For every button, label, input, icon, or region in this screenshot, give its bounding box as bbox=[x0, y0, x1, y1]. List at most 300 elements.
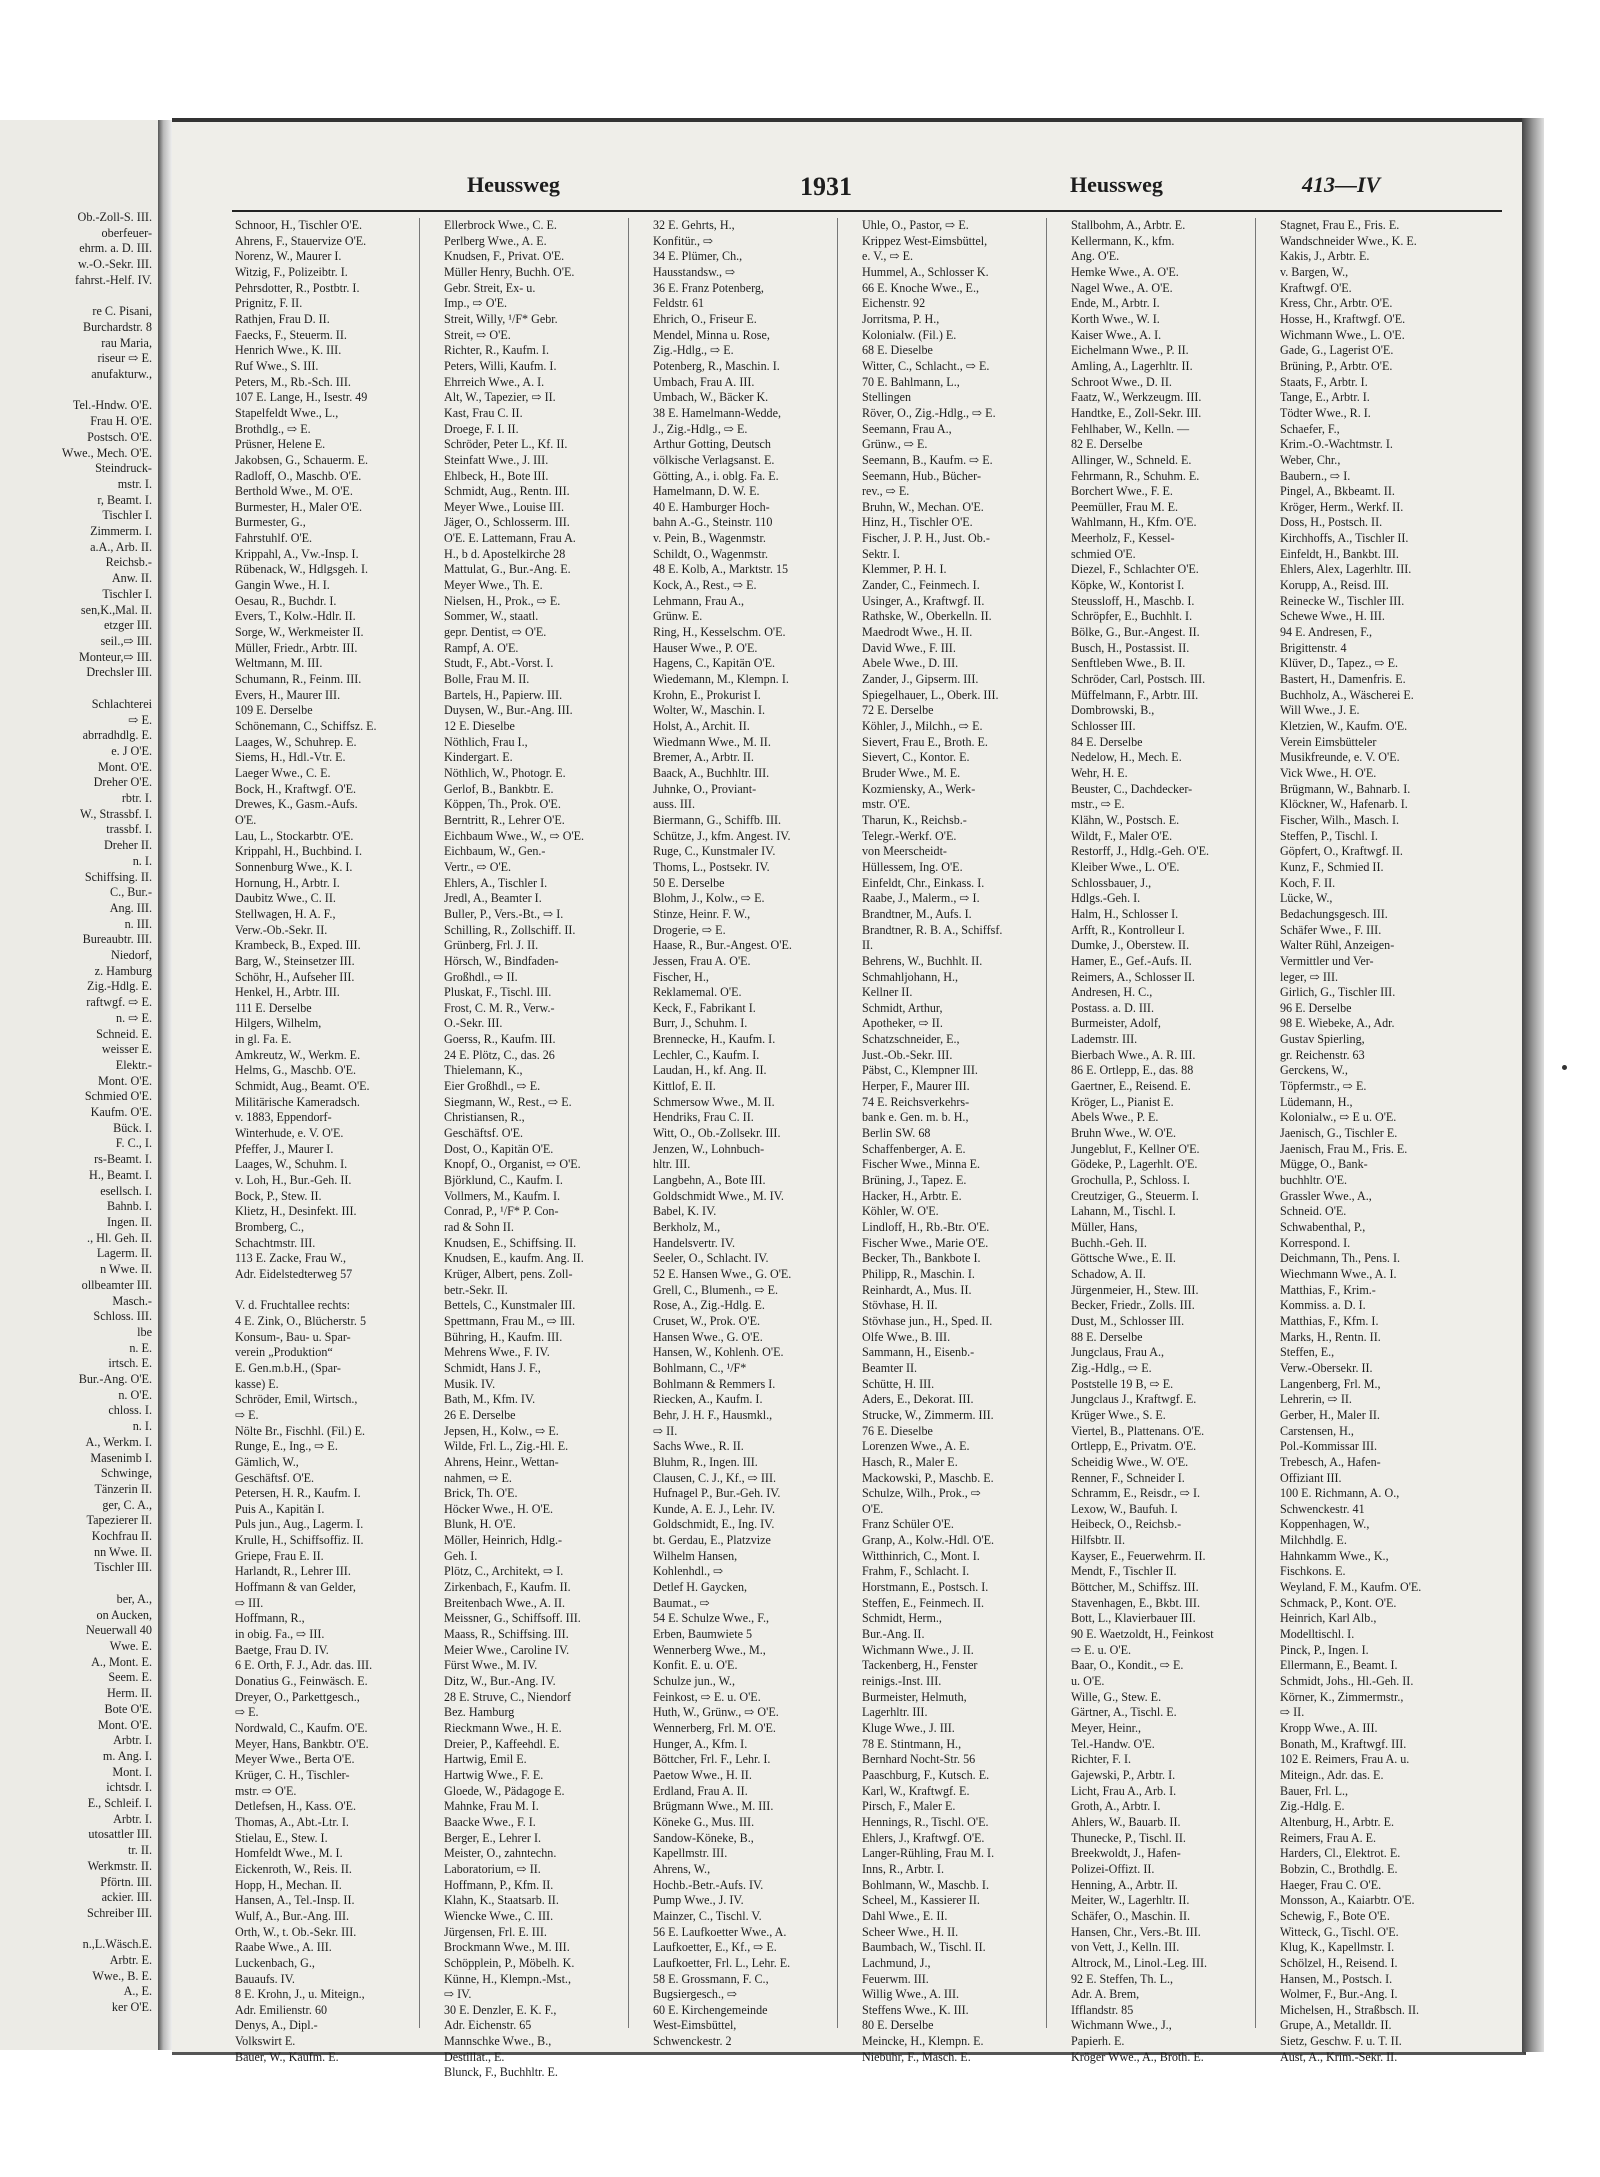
directory-entry: ⇨ E. u. O'E. bbox=[1071, 1642, 1132, 1657]
left-page-entry: A., E. bbox=[123, 1984, 152, 1999]
directory-entry: Kleiber Wwe., L. O'E. bbox=[1071, 859, 1180, 874]
directory-entry: Zirkenbach, F., Kaufm. II. bbox=[444, 1580, 571, 1595]
directory-entry: Kunde, A. E. J., Lehr. IV. bbox=[653, 1501, 776, 1516]
directory-entry: Faatz, W., Werkzeugm. III. bbox=[1071, 390, 1202, 405]
directory-entry: Wolmer, F., Bur.-Ang. I. bbox=[1280, 1987, 1398, 2002]
directory-entry: Grell, C., Blumenh., ⇨ E. bbox=[653, 1282, 779, 1297]
directory-entry: Bohlmann & Remmers I. bbox=[653, 1376, 776, 1391]
directory-entry: Cruset, W., Prok. O'E. bbox=[653, 1313, 760, 1328]
directory-entry: Konfitür., ⇨ bbox=[653, 233, 714, 248]
directory-entry: Evers, T., Kolw.-Hdlr. II. bbox=[235, 609, 356, 624]
directory-entry: Seeler, O., Schlacht. IV. bbox=[653, 1251, 769, 1266]
directory-entry: Nöthlich, W., Photogr. E. bbox=[444, 765, 566, 780]
street-name-right: Heussweg bbox=[1070, 172, 1163, 197]
left-page-entry: Dreher O'E. bbox=[93, 775, 152, 790]
directory-entry: Matthias, F., Kfm. I. bbox=[1280, 1313, 1379, 1328]
directory-entry: Baetge, Frau D. IV. bbox=[235, 1642, 329, 1657]
directory-entry: Müller, Friedr., Arbtr. III. bbox=[235, 640, 358, 655]
directory-entry: Vick Wwe., H. O'E. bbox=[1280, 765, 1377, 780]
left-page-entry: rs-Beamt. I. bbox=[94, 1152, 152, 1167]
left-page-entry: Dreher II. bbox=[103, 838, 152, 853]
directory-entry: 50 E. Derselbe bbox=[653, 875, 725, 890]
directory-entry: Grünw., ⇨ E. bbox=[862, 437, 928, 452]
directory-entry: Hoffmann, R., bbox=[235, 1611, 305, 1626]
directory-entry: Mügge, O., Bank- bbox=[1280, 1157, 1368, 1172]
directory-entry: Bobzin, C., Brothdlg. E. bbox=[1280, 1861, 1398, 1876]
directory-entry: Steussloff, H., Maschb. I. bbox=[1071, 593, 1195, 608]
directory-entry: Heibeck, O., Reichsb.- bbox=[1071, 1517, 1182, 1532]
directory-entry: Steffen, E., bbox=[1280, 1345, 1335, 1360]
directory-entry: Grochulla, P., Schloss. I. bbox=[1071, 1173, 1190, 1188]
left-page-entry: Schmied O'E. bbox=[84, 1089, 152, 1104]
directory-entry: Ditz, W., Bur.-Ang. IV. bbox=[444, 1674, 556, 1689]
directory-entry: Brandtner, R. B. A., Schiffsf. bbox=[862, 922, 1003, 937]
directory-entry: Burmeister, Helmuth, bbox=[862, 1689, 967, 1704]
directory-entry: Jürgenmeier, H., Stew. III. bbox=[1071, 1282, 1199, 1297]
directory-entry: Koppenhagen, W., bbox=[1280, 1517, 1370, 1532]
directory-entry: Thomas, A., Abt.-Ltr. I. bbox=[235, 1814, 349, 1829]
directory-entry: Maedrodt Wwe., H. II. bbox=[862, 625, 973, 640]
directory-entry: Buchholz, A., Wäscherei E. bbox=[1280, 687, 1414, 702]
directory-entry: Kayser, E., Feuerwehrm. II. bbox=[1071, 1548, 1206, 1563]
directory-entry: Meister, O., zahntechn. bbox=[444, 1846, 557, 1861]
directory-entry: Gerlof, B., Bankbtr. E. bbox=[444, 781, 554, 796]
directory-entry: Feuerwm. III. bbox=[862, 1971, 929, 1986]
directory-entry: Laufkoetter, Frl. L., Lehr. E. bbox=[653, 1955, 791, 1970]
directory-entry: Mendt, F., Tischler II. bbox=[1071, 1564, 1177, 1579]
directory-entry: Schlosser III. bbox=[1071, 719, 1136, 733]
directory-entry: Sietz, Geschw. F. u. T. II. bbox=[1280, 2034, 1402, 2049]
directory-entry: Scheel, M., Kassierer II. bbox=[862, 1893, 980, 1908]
directory-entry: Baubern., ⇨ I. bbox=[1280, 468, 1351, 483]
directory-entry: Knudsen, E., Schiffsing. II. bbox=[444, 1235, 577, 1250]
directory-entry: Ehlers, J., Kraftwgf. O'E. bbox=[862, 1830, 985, 1845]
directory-entry: Goerss, R., Kaufm. III. bbox=[444, 1032, 556, 1047]
directory-entry: Sektr. I. bbox=[862, 546, 900, 561]
directory-entry: Schnoor, H., Tischler O'E. bbox=[235, 218, 363, 232]
directory-entry: Drogerie, ⇨ E. bbox=[653, 922, 726, 937]
left-page-entry: Schneid. E. bbox=[96, 1026, 152, 1041]
directory-entry: Körner, K., Zimmermstr., bbox=[1280, 1689, 1404, 1704]
directory-entry: Vertr., ⇨ O'E. bbox=[444, 859, 512, 874]
directory-entry: Droege, F. I. II. bbox=[444, 421, 519, 436]
directory-entry: Matthias, F., Krim.- bbox=[1280, 1282, 1376, 1297]
directory-entry: Stellingen bbox=[862, 390, 912, 405]
directory-entry: Schönemann, C., Schiffsz. E. bbox=[235, 719, 377, 733]
directory-entry: Böttcher, M., Schiffsz. III. bbox=[1071, 1580, 1199, 1595]
directory-entry: Nedelow, H., Mech. E. bbox=[1071, 750, 1182, 765]
directory-entry: Peters, M., Rb.-Sch. III. bbox=[235, 374, 351, 389]
directory-entry: Eier Großhdl., ⇨ E. bbox=[444, 1079, 541, 1094]
directory-entry: kasse) E. bbox=[235, 1376, 279, 1391]
left-page-entry: n. E. bbox=[129, 1340, 152, 1355]
directory-entry: 72 E. Derselbe bbox=[862, 703, 934, 718]
directory-entry: Altrock, M., Linol.-Leg. III. bbox=[1071, 1955, 1208, 1970]
directory-entry: Bohlmann, C., ¹/F* bbox=[653, 1360, 747, 1375]
directory-entry: Apotheker, ⇨ II. bbox=[862, 1016, 943, 1031]
left-page-entry: Herm. II. bbox=[106, 1686, 152, 1701]
directory-entry: Hasch, R., Maler E. bbox=[862, 1454, 958, 1469]
directory-entry: Reklamemal. O'E. bbox=[653, 985, 742, 1000]
directory-entry: 111 E. Derselbe bbox=[235, 1000, 312, 1015]
directory-entry: Renner, F., Schneider I. bbox=[1071, 1470, 1185, 1485]
directory-entry: Ahrens, F., Stauervize O'E. bbox=[235, 233, 367, 248]
directory-entry: Vollmers, M., Kaufm. I. bbox=[444, 1188, 560, 1203]
directory-entry: 96 E. Derselbe bbox=[1280, 1000, 1352, 1015]
directory-entry: Papierh. E. bbox=[1071, 2034, 1125, 2049]
directory-entry: auss. III. bbox=[653, 797, 695, 812]
directory-entry: Kraftwgf. O'E. bbox=[1280, 280, 1352, 295]
directory-entry: Hausstandsw., ⇨ bbox=[653, 264, 736, 279]
left-page-entry: Bahnb. I. bbox=[106, 1199, 152, 1214]
directory-entry: Brüning, J., Tapez. E. bbox=[862, 1173, 967, 1188]
directory-page bbox=[172, 118, 1526, 2080]
directory-entry: Offiziant III. bbox=[1280, 1470, 1342, 1485]
directory-entry: Meyer Wwe., Berta O'E. bbox=[235, 1752, 355, 1767]
directory-entry: hltr. III. bbox=[653, 1157, 691, 1172]
directory-entry: 98 E. Wiebeke, A., Adr. bbox=[1280, 1016, 1395, 1031]
directory-entry: leger, ⇨ III. bbox=[1280, 969, 1338, 984]
directory-entry: Wehr, H. E. bbox=[1071, 765, 1128, 780]
directory-entry: Bonath, M., Kraftwgf. III. bbox=[1280, 1736, 1407, 1751]
directory-entry: 102 E. Reimers, Frau A. u. bbox=[1280, 1752, 1410, 1767]
directory-entry: Böttcher, Frl. F., Lehr. I. bbox=[653, 1752, 771, 1767]
directory-entry: Hemke Wwe., A. O'E. bbox=[1071, 264, 1179, 279]
left-page-entry: H., Beamt. I. bbox=[89, 1167, 152, 1182]
directory-entry: Thoms, L., Postsekr. IV. bbox=[653, 859, 770, 874]
directory-entry: Fischer, H., bbox=[653, 969, 709, 984]
directory-entry: Creutziger, G., Steuerm. I. bbox=[1071, 1188, 1199, 1203]
directory-entry: Tel.-Handw. O'E. bbox=[1071, 1736, 1155, 1751]
directory-entry: Hansen, M., Postsch. I. bbox=[1280, 1971, 1393, 1986]
left-page-entry bbox=[62, 681, 152, 697]
directory-entry: Kletzien, W., Kaufm. O'E. bbox=[1280, 719, 1408, 733]
directory-entry: Riecken, A., Kaufm. I. bbox=[653, 1392, 763, 1407]
directory-entry: Hennings, R., Tischl. O'E. bbox=[862, 1814, 989, 1829]
left-page-entry: Drechsler III. bbox=[86, 665, 152, 680]
directory-entry: Reimers, A., Schlosser II. bbox=[1071, 969, 1195, 984]
directory-entry: Steffens Wwe., K. III. bbox=[862, 2002, 969, 2017]
directory-entry: Haase, R., Bur.-Angest. O'E. bbox=[653, 938, 792, 953]
directory-entry: 80 E. Derselbe bbox=[862, 2018, 934, 2033]
directory-entry: Gajewski, P., Arbtr. I. bbox=[1071, 1767, 1176, 1782]
directory-entry: Breitenbach Wwe., A. II. bbox=[444, 1595, 566, 1610]
directory-entry: Drewes, K., Gasm.-Aufs. bbox=[235, 797, 358, 812]
directory-entry: Fischkons. E. bbox=[1280, 1564, 1346, 1579]
directory-entry: Klahn, K., Staatsarb. II. bbox=[444, 1893, 559, 1908]
directory-entry: Schmersow Wwe., M. II. bbox=[653, 1094, 775, 1109]
directory-entry: Stagnet, Frau E., Fris. E. bbox=[1280, 218, 1400, 232]
directory-entry: Zander, J., Gipserm. III. bbox=[862, 672, 979, 687]
directory-entry: Bauaufs. IV. bbox=[235, 1971, 295, 1986]
directory-entry: Mannschke Wwe., B., bbox=[444, 2034, 552, 2049]
directory-entry: v. Pein, B., Wagenmstr. bbox=[653, 531, 766, 546]
directory-entry: Altenburg, H., Arbtr. E. bbox=[1280, 1814, 1394, 1829]
directory-entry: Pinck, P., Ingen. I. bbox=[1280, 1642, 1369, 1657]
directory-entry: Müller, Hans, bbox=[1071, 1220, 1138, 1234]
directory-entry: Wiedmann Wwe., M. II. bbox=[653, 734, 771, 749]
directory-entry: Andresen, H. C., bbox=[1071, 985, 1153, 1000]
scan-speck bbox=[1562, 1065, 1567, 1070]
directory-entry: Pluskat, F., Tischl. III. bbox=[444, 985, 552, 1000]
left-page-entry: Frau H. O'E. bbox=[90, 414, 152, 429]
directory-entry: Krambeck, B., Exped. III. bbox=[235, 938, 361, 953]
directory-entry: Krulle, H., Schiffsoffiz. II. bbox=[235, 1533, 364, 1548]
directory-entry: Maass, R., Schiffsing. III. bbox=[444, 1627, 569, 1642]
directory-entry: Doss, H., Postsch. II. bbox=[1280, 515, 1383, 530]
directory-entry: Hoffmann, P., Kfm. II. bbox=[444, 1877, 554, 1892]
directory-entry: Hinz, H., Tischler O'E. bbox=[862, 515, 973, 530]
directory-entry: Klüver, D., Tapez., ⇨ E. bbox=[1280, 656, 1399, 671]
directory-entry: Krippahl, H., Buchbind. I. bbox=[235, 844, 362, 859]
directory-entry: Breekwoldt, J., Hafen- bbox=[1071, 1846, 1181, 1861]
directory-entry: 34 E. Plümer, Ch., bbox=[653, 249, 743, 264]
directory-column-1 bbox=[232, 218, 420, 2064]
directory-entry: Möller, Heinrich, Hdlg.- bbox=[444, 1533, 563, 1548]
left-page-entry: Bote O'E. bbox=[104, 1701, 152, 1716]
directory-entry: v. Bargen, W., bbox=[1280, 264, 1349, 279]
left-page-entry: Burchardstr. 8 bbox=[82, 319, 152, 334]
left-page-entry: ber, A., bbox=[116, 1591, 152, 1606]
directory-entry: Beuster, C., Dachdecker- bbox=[1071, 781, 1193, 796]
directory-entry: Weltmann, M. III. bbox=[235, 656, 323, 671]
directory-entry: Erben, Baumwiete 5 bbox=[653, 1627, 753, 1642]
directory-entry: Paetow Wwe., H. II. bbox=[653, 1767, 752, 1782]
directory-entry: Puls jun., Aug., Lagerm. I. bbox=[235, 1517, 364, 1532]
directory-entry: Mehrens Wwe., F. IV. bbox=[444, 1345, 550, 1360]
left-page-entry: Neuerwall 40 bbox=[86, 1623, 152, 1638]
directory-entry: Gangin Wwe., H. I. bbox=[235, 578, 330, 593]
directory-entry: Keck, F., Fabrikant I. bbox=[653, 1000, 756, 1015]
directory-entry: 109 E. Derselbe bbox=[235, 703, 313, 718]
directory-entry: Hosse, H., Kraftwgf. O'E. bbox=[1280, 311, 1406, 326]
directory-entry: Dahl Wwe., E. II. bbox=[862, 1908, 948, 1923]
directory-entry: Ahlers, W., Bauarb. II. bbox=[1071, 1814, 1181, 1829]
directory-entry: 52 E. Hansen Wwe., G. O'E. bbox=[653, 1266, 792, 1281]
directory-entry: Postass. a. D. III. bbox=[1071, 1000, 1154, 1015]
left-page-entry: Bureaubtr. III. bbox=[82, 932, 152, 947]
directory-entry: Einfeldt, H., Bankbt. III. bbox=[1280, 546, 1399, 561]
directory-entry: Björklund, C., Kaufm. I. bbox=[444, 1173, 563, 1188]
directory-entry: schmied O'E. bbox=[1071, 546, 1136, 561]
directory-entry: Korupp, A., Reisd. III. bbox=[1280, 578, 1389, 593]
directory-entry: Sandow-Köneke, B., bbox=[653, 1830, 754, 1845]
directory-entry: Fürst Wwe., M. IV. bbox=[444, 1658, 538, 1673]
directory-entry: Schachtmstr. III. bbox=[235, 1235, 316, 1250]
directory-entry: Reimers, Frau A. E. bbox=[1280, 1830, 1377, 1845]
directory-entry: Paaschburg, F., Kutsch. E. bbox=[862, 1767, 990, 1782]
directory-entry: Nordwald, C., Kaufm. O'E. bbox=[235, 1721, 368, 1735]
directory-entry: Kröger Wwe., A., Broth. E. bbox=[1071, 2049, 1204, 2064]
directory-entry: Lüdemann, H., bbox=[1280, 1094, 1353, 1109]
directory-entry: von Meerscheidt- bbox=[862, 844, 947, 859]
directory-entry: Bolle, Frau M. II. bbox=[444, 672, 530, 687]
directory-entry: Meerholz, F., Kessel- bbox=[1071, 531, 1175, 546]
directory-entry: Mackowski, P., Maschb. E. bbox=[862, 1470, 994, 1485]
directory-entry: Norenz, W., Maurer I. bbox=[235, 249, 342, 264]
directory-entry: Plötz, C., Architekt, ⇨ I. bbox=[444, 1564, 564, 1579]
directory-entry: Feldstr. 61 bbox=[653, 296, 705, 311]
directory-entry: Babel, K. IV. bbox=[653, 1204, 717, 1219]
directory-entry: Raabe, J., Malerm., ⇨ I. bbox=[862, 891, 980, 906]
directory-entry: Hdlgs.-Geh. I. bbox=[1071, 891, 1141, 906]
left-page-entry: Zig.-Hdlg. E. bbox=[87, 979, 152, 994]
directory-entry: Witt, O., Ob.-Zollsekr. III. bbox=[653, 1126, 781, 1141]
directory-entry: Steinfatt Wwe., J. III. bbox=[444, 452, 549, 467]
directory-entry: Monsson, A., Kaiarbtr. O'E. bbox=[1280, 1893, 1415, 1908]
directory-entry: Kock, A., Rest., ⇨ E. bbox=[653, 578, 757, 593]
directory-entry: Puis A., Kapitän I. bbox=[235, 1501, 325, 1516]
directory-entry: Orth, W., t. Ob.-Sekr. III. bbox=[235, 1924, 357, 1939]
directory-entry: Höcker Wwe., H. O'E. bbox=[444, 1501, 554, 1516]
directory-entry: Brennecke, H., Kaufm. I. bbox=[653, 1032, 776, 1047]
directory-entry: Rieckmann Wwe., H. E. bbox=[444, 1721, 562, 1735]
left-page-entry: Schloss. III. bbox=[93, 1309, 152, 1324]
directory-entry: Pirsch, F., Maler E. bbox=[862, 1799, 956, 1814]
left-page-entry: esellsch. I. bbox=[100, 1183, 152, 1198]
left-page-entry: Postsch. O'E. bbox=[87, 429, 152, 444]
directory-entry: Ahrens, W., bbox=[653, 1861, 711, 1876]
left-page-entry: E., Schleif. I. bbox=[87, 1796, 152, 1811]
directory-entry: 113 E. Zacke, Frau W., bbox=[235, 1251, 347, 1266]
directory-entry: Becker, Friedr., Zolls. III. bbox=[1071, 1298, 1195, 1313]
directory-entry: Geschäftsf. O'E. bbox=[444, 1126, 524, 1141]
directory-entry: Brüning, P., Arbtr. O'E. bbox=[1280, 358, 1393, 373]
directory-entry: Kozmiensky, A., Werk- bbox=[862, 781, 976, 796]
directory-entry: Tackenberg, H., Fenster bbox=[862, 1658, 978, 1673]
left-page-entry: Kaufm. O'E. bbox=[90, 1105, 152, 1120]
directory-entry: 8 E. Krohn, J., u. Miteign., bbox=[235, 1987, 365, 2002]
left-page-entry: nn Wwe. II. bbox=[94, 1544, 152, 1559]
directory-entry: Hendriks, Frau C. II. bbox=[653, 1110, 754, 1125]
directory-entry: Telegr.-Werkf. O'E. bbox=[862, 828, 957, 843]
directory-entry: Nagel Wwe., A. O'E. bbox=[1071, 280, 1173, 295]
directory-entry: Polizei-Offizt. II. bbox=[1071, 1861, 1155, 1876]
left-facing-page bbox=[0, 120, 161, 2050]
directory-entry: Lehrerin, ⇨ II. bbox=[1280, 1392, 1352, 1407]
directory-entry: Lehmann, Frau A., bbox=[653, 593, 745, 608]
directory-entry: Hauser Wwe., P. O'E. bbox=[653, 640, 758, 655]
directory-entry: Steffen, P., Tischl. I. bbox=[1280, 828, 1378, 843]
directory-entry: Kittlof, E. II. bbox=[653, 1079, 716, 1094]
left-page-entry: lbe bbox=[137, 1324, 152, 1339]
directory-entry: Goldschmidt, E., Ing. IV. bbox=[653, 1517, 775, 1532]
directory-entry: Schmidt, Herm., bbox=[862, 1611, 942, 1626]
directory-entry: Pump Wwe., J. IV. bbox=[653, 1893, 744, 1908]
left-page-entry: Arbtr. I. bbox=[113, 1733, 152, 1748]
directory-entry: Behr, J. H. F., Hausmkl., bbox=[653, 1407, 773, 1422]
directory-entry: Hornung, H., Arbtr. I. bbox=[235, 875, 340, 890]
directory-entry: Fischer, J. P. H., Just. Ob.- bbox=[862, 531, 990, 546]
directory-entry: Krippez West-Eimsbüttel, bbox=[862, 233, 988, 248]
directory-entry: Streit, ⇨ O'E. bbox=[444, 327, 511, 342]
directory-entry: Großhdl., ⇨ II. bbox=[444, 969, 518, 984]
page-number: 413—IV bbox=[1302, 172, 1381, 197]
directory-entry: Petersen, H. R., Kaufm. I. bbox=[235, 1486, 361, 1501]
directory-entry: Krohn, E., Prokurist I. bbox=[653, 687, 761, 702]
directory-entry: Köneke G., Mus. III. bbox=[653, 1814, 755, 1829]
directory-entry: Schwenckestr. 41 bbox=[1280, 1501, 1365, 1516]
left-page-entry: w.-O.-Sekr. III. bbox=[77, 257, 152, 272]
directory-entry: 66 E. Knoche Wwe., E., bbox=[862, 280, 979, 295]
directory-entry: Viertel, B., Plattenans. O'E. bbox=[1071, 1423, 1205, 1438]
directory-entry: 88 E. Derselbe bbox=[1071, 1329, 1143, 1344]
directory-entry: Abels Wwe., P. E. bbox=[1071, 1110, 1159, 1125]
directory-entry: Grassler Wwe., A., bbox=[1280, 1188, 1372, 1203]
directory-entry: Schadow, A. II. bbox=[1071, 1266, 1146, 1281]
left-page-entry: ⇨ E. bbox=[128, 712, 152, 727]
page-header bbox=[172, 172, 1522, 208]
directory-entry: Musik. IV. bbox=[444, 1376, 496, 1391]
left-page-entry: Wwe. E. bbox=[109, 1638, 152, 1653]
directory-entry: Hahnkamm Wwe., K., bbox=[1280, 1548, 1389, 1563]
directory-entry: Borchert Wwe., F. E. bbox=[1071, 484, 1173, 499]
directory-entry: Meiter, W., Lagerhltr. II. bbox=[1071, 1893, 1190, 1908]
directory-entry: Biermann, G., Schiffb. III. bbox=[653, 812, 782, 827]
left-page-entry: Masenimb I. bbox=[90, 1450, 152, 1465]
directory-entry: Deichmann, Th., Pens. I. bbox=[1280, 1251, 1401, 1266]
directory-entry: Dombrowski, B., bbox=[1071, 703, 1155, 718]
directory-entry: 60 E. Kirchengemeinde bbox=[653, 2002, 768, 2017]
left-page-entry: ehrm. a. D. III. bbox=[79, 241, 152, 256]
directory-entry: 32 E. Gehrts, H., bbox=[653, 218, 735, 232]
directory-entry: Gerber, H., Maler II. bbox=[1280, 1407, 1380, 1422]
directory-entry: Lagerhltr. III. bbox=[862, 1705, 928, 1720]
directory-entry: Müffelmann, F., Arbtr. III. bbox=[1071, 687, 1199, 702]
directory-entry: Umbach, Frau A. III. bbox=[653, 374, 755, 389]
directory-entry: V. d. Fruchtallee rechts: bbox=[235, 1298, 350, 1313]
directory-entry: Schmack, P., Kont. O'E. bbox=[1280, 1595, 1397, 1610]
directory-entry: Langenberg, Frl. M., bbox=[1280, 1376, 1381, 1391]
directory-entry: Schmidt, Aug., Rentn. III. bbox=[444, 484, 570, 499]
directory-entry: Henrich Wwe., K. III. bbox=[235, 343, 342, 358]
directory-entry: 26 E. Derselbe bbox=[444, 1407, 516, 1422]
directory-entry: Bühring, H., Kaufm. III. bbox=[444, 1329, 563, 1344]
directory-entry: Bock, P., Stew. II. bbox=[235, 1188, 322, 1203]
directory-entry: Seemann, Frau A., bbox=[862, 421, 952, 436]
directory-entry: Juhnke, O., Proviant- bbox=[653, 781, 757, 796]
directory-entry: Bath, M., Kfm. IV. bbox=[444, 1392, 536, 1407]
directory-entry: Busch, H., Postassist. II. bbox=[1071, 640, 1190, 655]
directory-entry: Richter, F. I. bbox=[1071, 1752, 1132, 1767]
directory-entry: gr. Reichenstr. 63 bbox=[1280, 1047, 1365, 1062]
directory-entry: Hunger, A., Kfm. I. bbox=[653, 1736, 748, 1751]
directory-entry: Schatzschneider, E., bbox=[862, 1032, 960, 1047]
directory-entry: Imp., ⇨ O'E. bbox=[444, 296, 508, 311]
directory-entry: Jorritsma, P. H., bbox=[862, 311, 940, 326]
directory-entry: Umbach, W., Bäcker K. bbox=[653, 390, 769, 405]
directory-entry: Korrespond. I. bbox=[1280, 1235, 1351, 1250]
directory-entry: 48 E. Kolb, A., Marktstr. 15 bbox=[653, 562, 789, 577]
directory-entry: Dost, O., Kapitän O'E. bbox=[444, 1141, 554, 1156]
directory-entry: mstr. ⇨ O'E. bbox=[235, 1783, 297, 1798]
directory-entry: bahn A.-G., Steinstr. 110 bbox=[653, 515, 773, 530]
directory-entry: Amkreutz, W., Werkm. E. bbox=[235, 1047, 361, 1062]
directory-entry: 24 E. Plötz, C., das. 26 bbox=[444, 1047, 555, 1062]
directory-entry: Götting, A., i. oblg. Fa. E. bbox=[653, 468, 779, 483]
directory-entry: Detlefsen, H., Kass. O'E. bbox=[235, 1799, 357, 1814]
left-page-entry: rau Maria, bbox=[101, 335, 152, 350]
directory-entry: Gaertner, E., Reisend. E. bbox=[1071, 1079, 1191, 1094]
directory-entry: Verein Eimsbütteler bbox=[1280, 734, 1377, 749]
directory-entry: Schulze jun., W., bbox=[653, 1674, 735, 1689]
directory-entry: Ehrich, O., Friseur E. bbox=[653, 311, 757, 326]
directory-entry: Baack, A., Buchhltr. III. bbox=[653, 765, 770, 780]
directory-entry: Amling, A., Lagerhltr. II. bbox=[1071, 358, 1193, 373]
directory-entry: Ende, M., Arbtr. I. bbox=[1071, 296, 1160, 311]
directory-entry: Gärtner, A., Tischl. E. bbox=[1071, 1705, 1177, 1720]
directory-entry: Henning, A., Arbtr. II. bbox=[1071, 1877, 1178, 1892]
